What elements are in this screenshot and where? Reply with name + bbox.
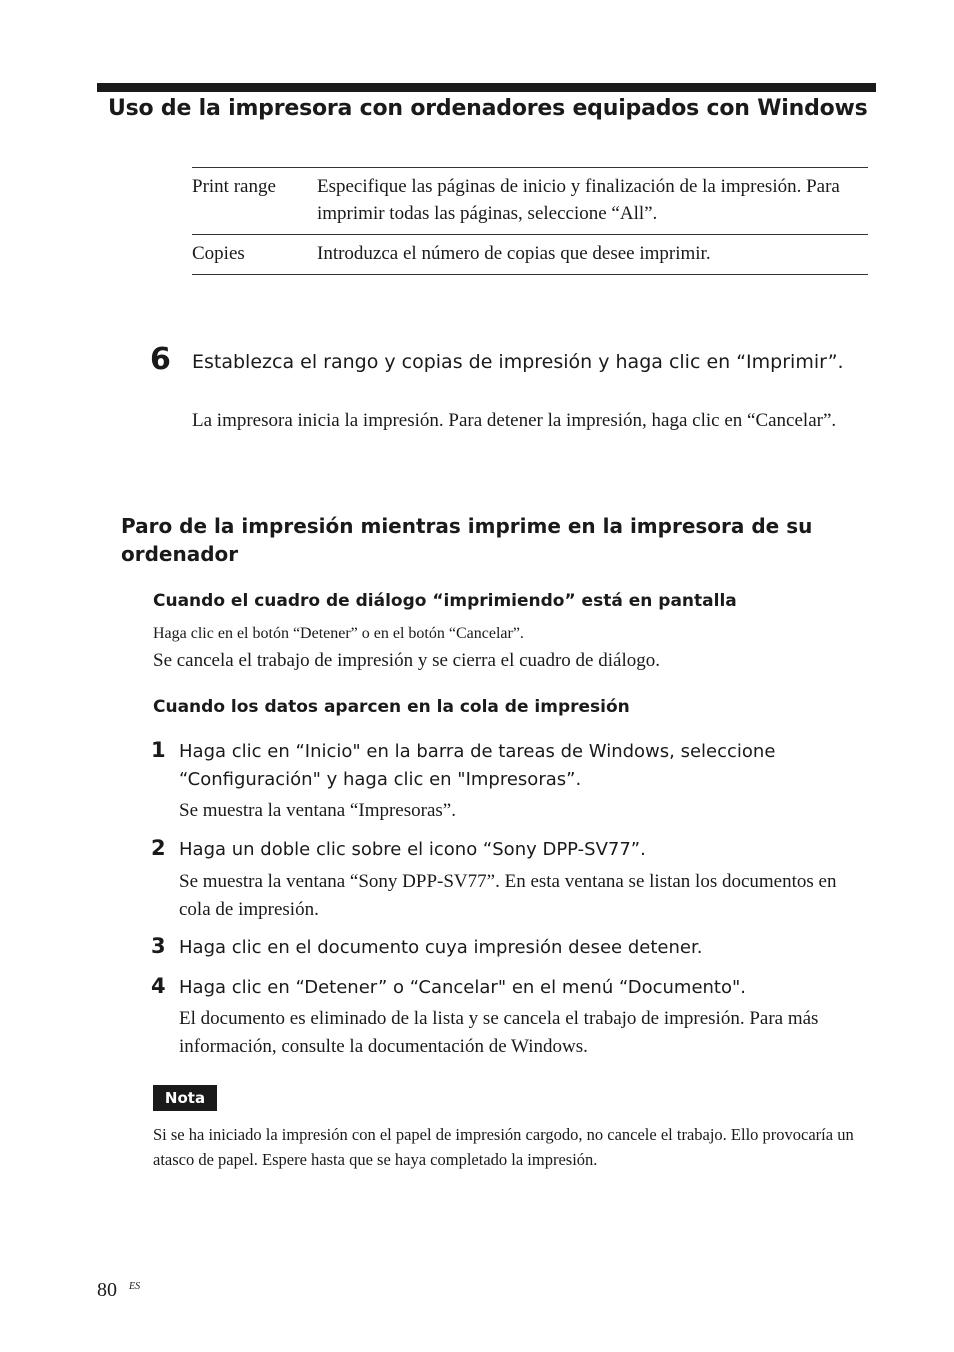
step-heading: Haga clic en el documento cuya impresión desee detener. (179, 937, 703, 958)
step-heading: Haga un doble clic sobre el icono “Sony DPP-SV77”. (179, 839, 646, 860)
table-value: Especifique las páginas de inicio y finalización de la impresión. Para imprimir todas las páginas, seleccione “All”. (317, 168, 868, 235)
subsection-heading: Cuando el cuadro de diálogo “imprimiendo” está en pantalla (153, 591, 737, 611)
instruction-text: Se cancela el trabajo de impresión y se cierra el cuadro de diálogo. (153, 650, 660, 671)
step-body: La impresora inicia la impresión. Para detener la impresión, haga clic en “Cancelar”. (192, 410, 837, 431)
step-heading: Haga clic en “Detener” o “Cancelar" en el menú “Documento". (179, 977, 746, 998)
page-number: 80 (97, 1279, 117, 1301)
step-number: 3 (151, 934, 166, 958)
table-key: Copies (192, 235, 317, 275)
instruction-text: Haga clic en el botón “Detener” o en el botón “Cancelar”. (153, 625, 524, 642)
page-language: ES (129, 1281, 141, 1292)
note-text: Si se ha iniciado la impresión con el papel de impresión cargodo, no cancele el trabajo. Ello provocaría un atasco de papel. Espere hasta que se haya completado la impresión. (153, 1125, 854, 1169)
page-title: Uso de la impresora con ordenadores equipados con Windows (108, 96, 868, 121)
note-label: Nota (153, 1085, 217, 1111)
table-row (192, 168, 868, 235)
step-body: Se muestra la ventana “Sony DPP-SV77”. En esta ventana se listan los documentos en cola de impresión. (179, 871, 837, 920)
step-body: El documento es eliminado de la lista y se cancela el trabajo de impresión. Para más información, consulte la documentación de Windows. (179, 1008, 819, 1057)
parameter-table (192, 167, 868, 275)
step-heading: Establezca el rango y copias de impresión y haga clic en “Imprimir”. (192, 351, 844, 373)
header-rule (97, 83, 876, 92)
step-body: Se muestra la ventana “Impresoras”. (179, 800, 456, 821)
step-number: 2 (151, 836, 166, 860)
section-heading: Paro de la impresión mientras imprime en la impresora de su ordenador (121, 514, 813, 566)
step-heading: Haga clic en “Inicio" en la barra de tareas de Windows, seleccione “Configuración" y haga clic en "Impresoras”. (179, 741, 776, 790)
subsection-heading: Cuando los datos aparcen en la cola de impresión (153, 697, 630, 717)
step-number: 6 (150, 342, 171, 377)
table-row (192, 235, 868, 275)
step-number: 1 (151, 738, 166, 762)
table-value: Introduzca el número de copias que desee imprimir. (317, 235, 868, 275)
table-key: Print range (192, 168, 317, 235)
step-number: 4 (151, 974, 166, 998)
